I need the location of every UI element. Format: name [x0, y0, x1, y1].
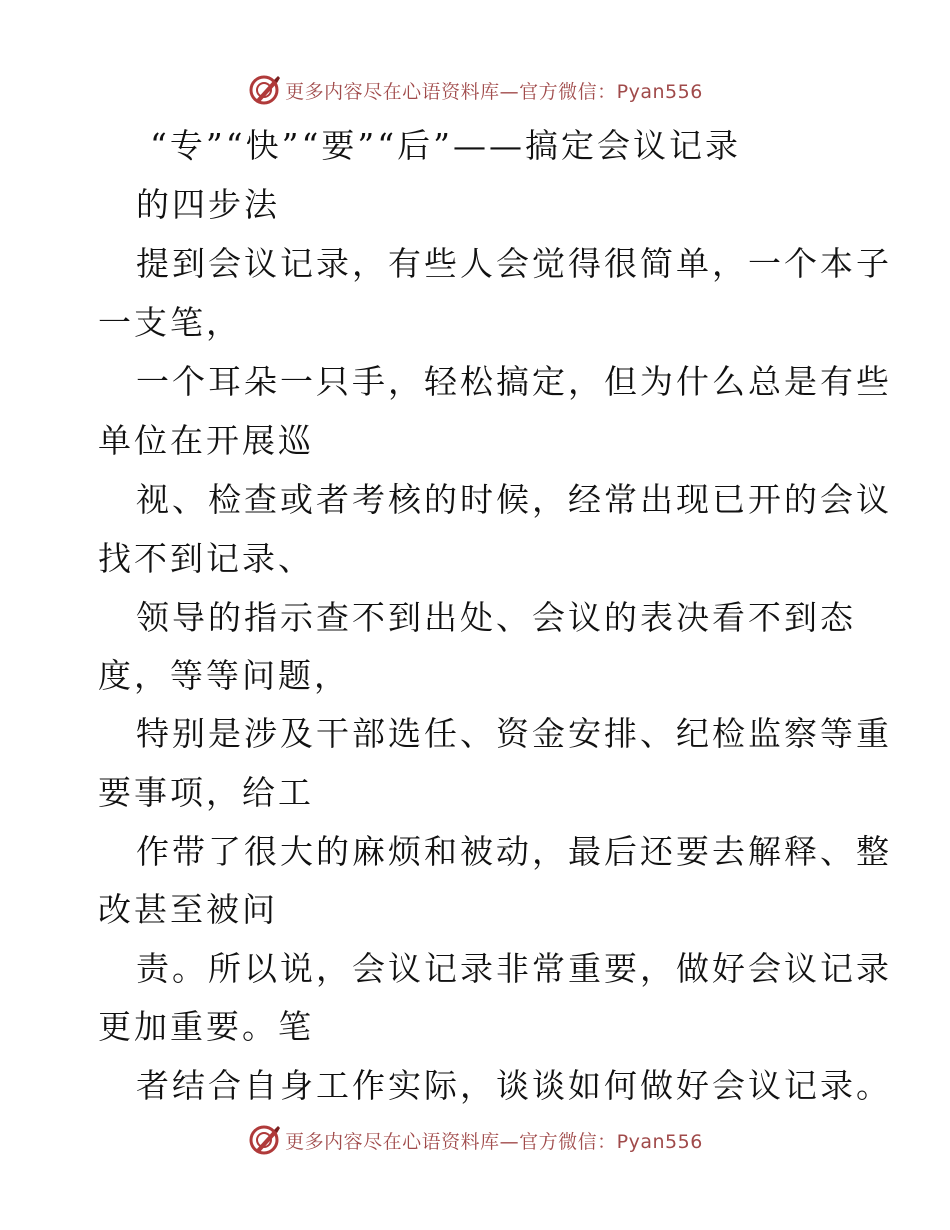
- paragraph-line: 作带了很大的麻烦和被动，最后还要去解释、整: [136, 832, 892, 871]
- pen-logo-icon: [247, 1123, 281, 1157]
- paragraph-line: 领导的指示查不到出处、会议的表决看不到态: [136, 598, 856, 637]
- paragraph-line: 更加重要。笔: [98, 1007, 314, 1046]
- paragraph-line: 度，等等问题，: [98, 656, 350, 695]
- title-line-2: 的四步法: [136, 185, 280, 224]
- paragraph-line: 责。所以说，会议记录非常重要，做好会议记录: [136, 949, 892, 988]
- paragraph-line: 视、检查或者考核的时候，经常出现已开的会议: [136, 480, 892, 519]
- paragraph-line: 者结合自身工作实际，谈谈如何做好会议记录。: [136, 1066, 892, 1105]
- paragraph-line: 改甚至被问: [98, 890, 278, 929]
- paragraph-line: 一个耳朵一只手，轻松搞定，但为什么总是有些: [136, 362, 892, 401]
- footer-banner: [0, 1120, 950, 1160]
- paragraph-line: 特别是涉及干部选任、资金安排、纪检监察等重: [136, 714, 892, 753]
- paragraph-line: 要事项，给工: [98, 773, 314, 812]
- title-line-1: “专”“快”“要”“后”——搞定会议记录: [150, 126, 741, 165]
- paragraph-line: 找不到记录、: [98, 539, 314, 578]
- paragraph-line: 单位在开展巡: [98, 421, 314, 460]
- paragraph-line: 提到会议记录，有些人会觉得很简单，一个本子: [136, 244, 892, 283]
- footer-banner-text: 更多内容尽在心语资料库—官方微信：Pyan556: [285, 1130, 703, 1153]
- paragraph-line: 一支笔，: [98, 303, 242, 342]
- header-banner-text: 更多内容尽在心语资料库—官方微信：Pyan556: [285, 80, 703, 103]
